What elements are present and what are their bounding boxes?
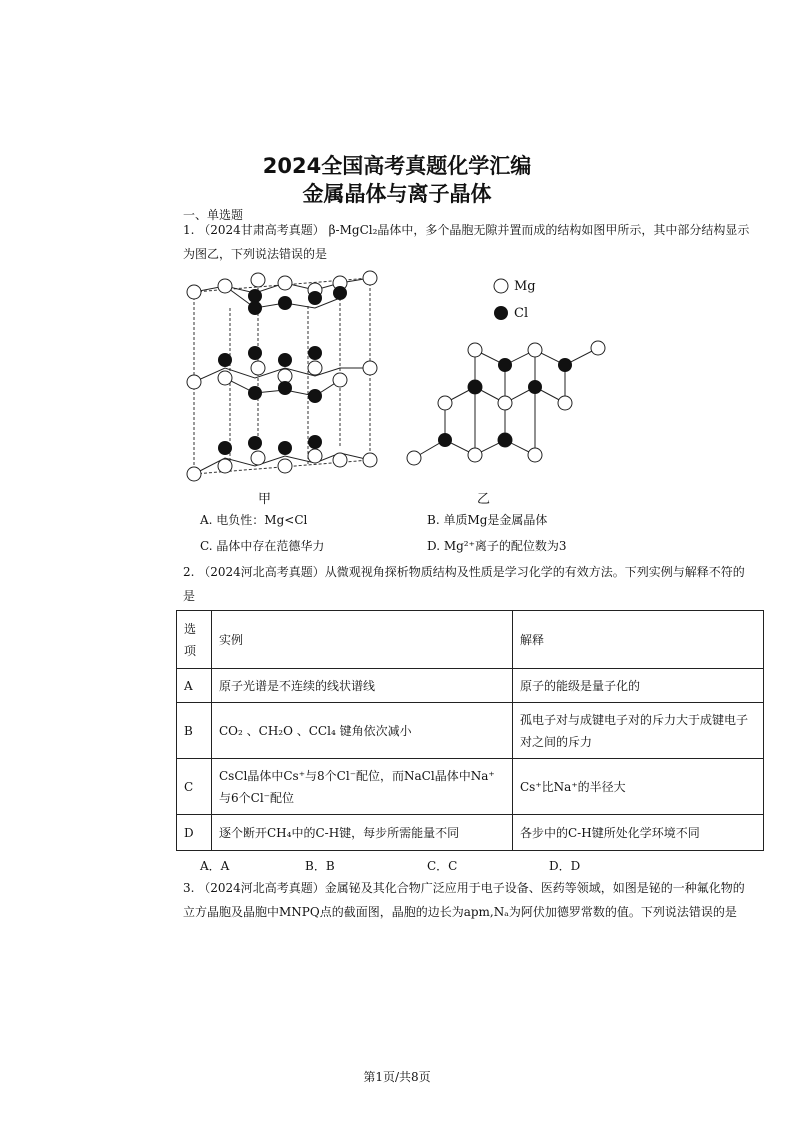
header-example: 实例 (212, 611, 513, 669)
question-1-text (183, 218, 758, 266)
row-example: CO₂ 、CH₂O 、CCl₄ 键角依次减小 (212, 703, 513, 759)
doc-subtitle: 金属晶体与离子晶体 (302, 182, 492, 206)
table-row (177, 759, 764, 815)
section-heading: 一、单选题 (183, 208, 244, 222)
row-explain: 孤电子对与成键电子对的斥力大于成键电子对之间的斥力 (513, 703, 764, 759)
figure-yi-label: 乙 (477, 492, 491, 507)
q2-table (176, 610, 764, 851)
header-option: 选项 (177, 611, 212, 669)
figure-jia-crystal (180, 268, 390, 486)
q1-option-b[interactable]: B. 单质Mg是金属晶体 (427, 513, 548, 527)
q1-line1: 1. （2024甘肃高考真题） β-MgCl₂晶体中，多个晶胞无隙并置而成的结构如图甲所示，其中部分结构显示 (183, 223, 750, 237)
table-row (177, 703, 764, 759)
row-example: CsCl晶体中Cs⁺与8个Cl⁻配位，而NaCl晶体中Na⁺与6个Cl⁻配位 (212, 759, 513, 815)
row-key: C (177, 759, 212, 815)
q2-answer-c[interactable]: C．C (427, 859, 458, 873)
question-3-text (183, 876, 758, 924)
q2-answer-b[interactable]: B．B (305, 859, 335, 873)
header-explain: 解释 (513, 611, 764, 669)
doc-title: 2024全国高考真题化学汇编 (262, 154, 532, 178)
figure-yi-structure (400, 275, 620, 470)
question-2-text (183, 560, 758, 608)
table-row (177, 669, 764, 703)
q1-option-a[interactable]: A. 电负性：Mg<Cl (200, 513, 308, 527)
q1-option-d[interactable]: D. Mg²⁺离子的配位数为3 (427, 539, 567, 553)
legend-mg-label: Mg (514, 279, 536, 294)
q1-line2: 为图乙，下列说法错误的是 (183, 247, 328, 261)
q2-line2: 是 (183, 589, 196, 603)
q2-line1: 2. （2024河北高考真题）从微观视角探析物质结构及性质是学习化学的有效方法。下列实例与解释不符的 (183, 565, 745, 579)
row-explain: 原子的能级是量子化的 (513, 669, 764, 703)
q3-line2: 立方晶胞及晶胞中MNPQ点的截面图，晶胞的边长为apm,Nₐ为阿伏加德罗常数的值。下列说法错误的是 (183, 905, 737, 919)
table-header-row (177, 611, 764, 669)
figure-jia-label: 甲 (258, 492, 272, 507)
legend-cl-label: Cl (514, 306, 529, 321)
q3-line1: 3. （2024河北高考真题）金属铋及其化合物广泛应用于电子设备、医药等领域，如图是铋的一种氟化物的 (183, 881, 745, 895)
row-example: 逐个断开CH₄中的C-H键，每步所需能量不同 (212, 815, 513, 851)
table-row (177, 815, 764, 851)
q2-answer-d[interactable]: D．D (549, 859, 581, 873)
row-key: A (177, 669, 212, 703)
q2-answer-a[interactable]: A．A (200, 859, 230, 873)
row-example: 原子光谱是不连续的线状谱线 (212, 669, 513, 703)
row-key: B (177, 703, 212, 759)
page-footer: 第1页/共8页 (363, 1070, 431, 1084)
row-explain: 各步中的C-H键所处化学环境不同 (513, 815, 764, 851)
q1-option-c[interactable]: C. 晶体中存在范德华力 (200, 539, 325, 553)
row-key: D (177, 815, 212, 851)
row-explain: Cs⁺比Na⁺的半径大 (513, 759, 764, 815)
